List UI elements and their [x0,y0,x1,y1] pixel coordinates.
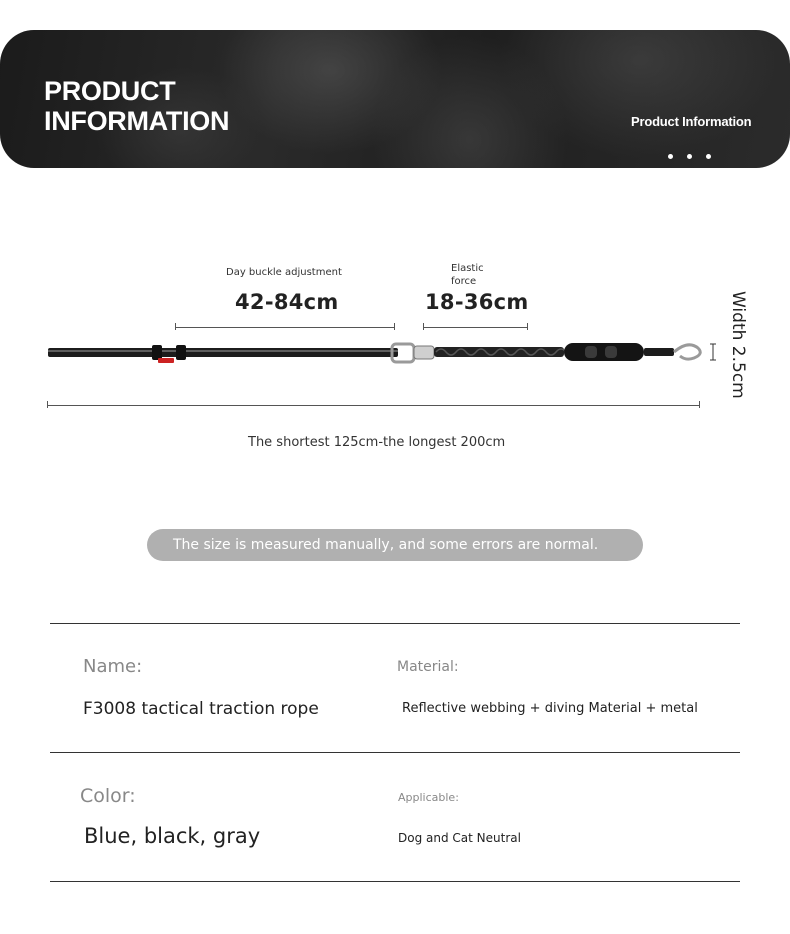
elastic-tick-left [423,323,424,330]
measurement-note: The size is measured manually, and some errors are normal. [147,529,643,561]
adjust-tick-left [175,323,176,330]
total-length-label: The shortest 125cm-the longest 200cm [248,435,506,450]
adjust-tick-right [394,323,395,330]
elastic-value: 18-36cm [425,290,529,314]
elastic-dimension-line [423,327,528,328]
elastic-label [451,262,484,288]
total-dimension-line [47,405,700,406]
table-divider-middle [50,752,740,753]
dot-icon [687,154,692,159]
elastic-label-line2: force [451,276,477,287]
banner-title [44,76,229,136]
adjust-value: 42-84cm [235,290,339,314]
banner-tag: Product Information [631,114,752,129]
header-banner [0,30,790,168]
color-value: Blue, black, gray [84,824,261,848]
elastic-tick-right [527,323,528,330]
elastic-label-line1: Elastic [451,263,484,274]
material-label: Material: [397,659,459,675]
table-divider-bottom [50,881,740,882]
dots-decoration [668,154,711,159]
name-label: Name: [83,656,143,677]
total-tick-right [699,401,700,408]
table-divider-top [50,623,740,624]
applicable-value: Dog and Cat Neutral [398,831,521,845]
dot-icon [668,154,673,159]
adjust-label: Day buckle adjustment [226,267,342,278]
width-label: Width 2.5cm [728,291,748,399]
applicable-label: Applicable: [398,791,459,804]
adjust-dimension-line [175,327,395,328]
name-value: F3008 tactical traction rope [83,699,319,719]
dot-icon [706,154,711,159]
material-value: Reflective webbing + diving Material + metal [402,701,698,716]
color-label: Color: [80,785,136,807]
total-tick-left [47,401,48,408]
banner-title-line1: PRODUCT [44,76,176,106]
banner-title-line2: INFORMATION [44,106,230,136]
leash-icon [40,334,720,370]
